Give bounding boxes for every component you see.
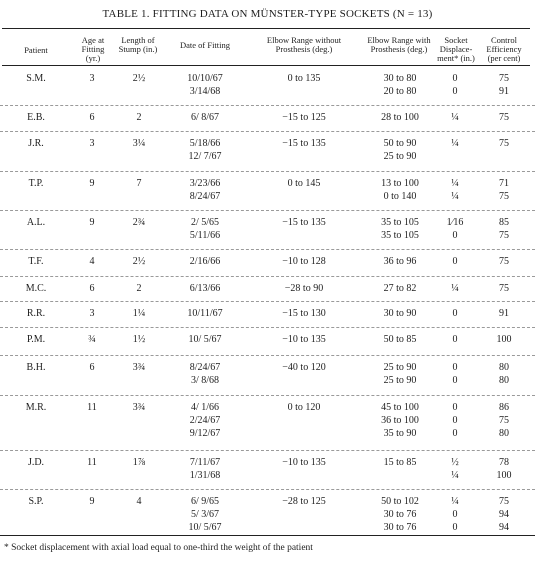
- displacement-cell-line: 0: [452, 73, 458, 84]
- displacement-cell-line: ¼: [451, 178, 459, 189]
- range-without-cell: 0 to 145: [287, 178, 321, 189]
- efficiency-cell-line: 75: [499, 496, 509, 507]
- date-cell-line: 6/13/66: [189, 283, 221, 294]
- displacement-cell-line: 0: [452, 509, 458, 520]
- displacement-cell-line: ¼: [451, 283, 459, 294]
- header-with-prosthesis: Elbow Range with Prosthesis (deg.): [367, 35, 431, 54]
- date-cell-line: 6/ 9/65: [190, 496, 220, 507]
- displacement-cell-line: ¼: [451, 138, 459, 149]
- table-title: TABLE 1. FITTING DATA ON MÜNSTER-TYPE SOCKETS (N = 13): [102, 8, 433, 20]
- displacement-cell: [432, 282, 478, 295]
- date-cell: [166, 137, 244, 163]
- displacement-cell: [432, 255, 478, 268]
- header-patient: Patient: [24, 45, 48, 55]
- date-cell: [166, 111, 244, 124]
- displacement-cell-line: ¼: [451, 112, 459, 123]
- patient-cell: R.R.: [26, 308, 46, 319]
- range-with-cell-line: 28 to 100: [381, 112, 419, 123]
- table-row: [0, 276, 535, 302]
- range-with-cell: [364, 137, 436, 163]
- range-without-cell: −10 to 135: [282, 334, 326, 345]
- range-with-cell: [364, 72, 436, 98]
- date-cell-line: 8/24/67: [189, 362, 221, 373]
- displacement-cell-line: 0: [452, 428, 458, 439]
- date-cell: [166, 216, 244, 242]
- date-cell-line: 6/ 8/67: [190, 112, 220, 123]
- patient-cell: T.P.: [28, 178, 44, 189]
- efficiency-cell-line: 94: [499, 522, 509, 533]
- range-with-cell-line: 50 to 85: [383, 334, 417, 345]
- date-cell-line: 10/11/67: [187, 308, 223, 319]
- patient-cell: P.M.: [26, 334, 46, 345]
- header-efficiency: Control Efficiency (per cent): [486, 35, 522, 63]
- efficiency-cell-line: 75: [499, 415, 509, 426]
- displacement-cell: [432, 137, 478, 150]
- table-row: [0, 249, 535, 277]
- patient-cell: M.R.: [25, 402, 47, 413]
- range-with-cell-line: 30 to 76: [383, 509, 417, 520]
- table-row: [0, 450, 535, 490]
- efficiency-cell-line: 94: [499, 509, 509, 520]
- age-cell: 6: [89, 362, 95, 373]
- date-cell-line: 12/ 7/67: [188, 151, 222, 162]
- date-cell-line: 10/10/67: [187, 73, 223, 84]
- range-with-cell: [364, 282, 436, 295]
- header-age: Age at Fitting (yr.): [81, 35, 105, 63]
- efficiency-cell-line: 75: [499, 230, 509, 241]
- stump-cell: 1½: [132, 334, 146, 345]
- stump-cell: 1⅞: [132, 457, 146, 468]
- efficiency-cell-line: 80: [499, 428, 509, 439]
- range-without-cell: −15 to 135: [282, 138, 326, 149]
- header-displacement: Socket Displace-ment* (in.): [437, 35, 475, 63]
- displacement-cell-line: 0: [452, 415, 458, 426]
- displacement-cell-line: ¼: [451, 470, 459, 481]
- date-cell: [166, 333, 244, 346]
- date-cell-line: 10/ 5/67: [188, 522, 222, 533]
- range-with-cell-line: 30 to 76: [383, 522, 417, 533]
- range-with-cell-line: 35 to 105: [381, 230, 419, 241]
- date-cell: [166, 456, 244, 482]
- stump-cell: 2: [136, 283, 142, 294]
- stump-cell: 3¾: [132, 362, 146, 373]
- date-cell-line: 2/16/66: [189, 256, 221, 267]
- table-row: [0, 489, 535, 536]
- efficiency-cell-line: 91: [499, 308, 509, 319]
- patient-cell: B.H.: [26, 362, 46, 373]
- range-with-cell: [364, 216, 436, 242]
- efficiency-cell-line: 75: [499, 256, 509, 267]
- range-with-cell-line: 45 to 100: [381, 402, 419, 413]
- displacement-cell-line: ¼: [451, 496, 459, 507]
- patient-cell: J.D.: [27, 457, 45, 468]
- efficiency-cell-line: 75: [499, 191, 509, 202]
- range-with-cell-line: 25 to 90: [383, 375, 417, 386]
- age-cell: 4: [89, 256, 95, 267]
- efficiency-cell-line: 80: [499, 362, 509, 373]
- range-with-cell-line: 13 to 100: [381, 178, 419, 189]
- header-stump: Length of Stump (in.): [118, 35, 158, 54]
- header-no-prosthesis: Elbow Range without Prosthesis (deg.): [266, 35, 342, 54]
- date-cell-line: 2/ 5/65: [190, 217, 220, 228]
- table-row: [0, 301, 535, 328]
- stump-cell: 2: [136, 112, 142, 123]
- date-cell: [166, 177, 244, 203]
- range-with-cell: [364, 456, 436, 469]
- displacement-cell-line: 0: [452, 230, 458, 241]
- date-cell: [166, 255, 244, 268]
- displacement-cell-line: 0: [452, 362, 458, 373]
- efficiency-cell: [478, 333, 530, 346]
- range-with-cell: [364, 177, 436, 203]
- date-cell-line: 4/ 1/66: [190, 402, 220, 413]
- displacement-cell-line: 0: [452, 402, 458, 413]
- efficiency-cell: [478, 255, 530, 268]
- displacement-cell-line: ½: [451, 457, 459, 468]
- displacement-cell: [432, 111, 478, 124]
- age-cell: ¾: [88, 334, 96, 345]
- efficiency-cell-line: 86: [499, 402, 509, 413]
- efficiency-cell: [478, 307, 530, 320]
- range-with-cell-line: 15 to 85: [383, 457, 417, 468]
- range-with-cell-line: 27 to 82: [383, 283, 417, 294]
- date-cell: [166, 401, 244, 440]
- efficiency-cell: [478, 495, 530, 534]
- range-with-cell-line: 25 to 90: [383, 151, 417, 162]
- displacement-cell-line: 1⁄16: [446, 217, 464, 228]
- efficiency-cell: [478, 401, 530, 440]
- date-cell: [166, 361, 244, 387]
- range-with-cell-line: 25 to 90: [383, 362, 417, 373]
- range-with-cell: [364, 361, 436, 387]
- range-without-cell: −10 to 135: [282, 457, 326, 468]
- range-without-cell: −15 to 125: [282, 112, 326, 123]
- range-with-cell-line: 36 to 96: [383, 256, 417, 267]
- date-cell-line: 3/14/68: [189, 86, 221, 97]
- date-cell-line: 5/11/66: [189, 230, 221, 241]
- efficiency-cell-line: 85: [499, 217, 509, 228]
- displacement-cell: [432, 177, 478, 203]
- displacement-cell-line: 0: [452, 86, 458, 97]
- table-row: [0, 171, 535, 211]
- date-cell: [166, 495, 244, 534]
- efficiency-cell-line: 75: [499, 138, 509, 149]
- table-row: [0, 355, 535, 396]
- stump-cell: 2½: [132, 256, 146, 267]
- date-cell-line: 9/12/67: [189, 428, 221, 439]
- header-date: Date of Fitting: [179, 40, 231, 50]
- stump-cell: 3¼: [132, 138, 146, 149]
- table-row: [0, 210, 535, 250]
- range-with-cell-line: 30 to 80: [383, 73, 417, 84]
- displacement-cell-line: ¼: [451, 191, 459, 202]
- efficiency-cell-line: 75: [499, 112, 509, 123]
- range-without-cell: −15 to 135: [282, 217, 326, 228]
- date-cell: [166, 282, 244, 295]
- efficiency-cell: [478, 282, 530, 295]
- age-cell: 11: [87, 457, 97, 468]
- date-cell-line: 3/23/66: [189, 178, 221, 189]
- table-row: [0, 131, 535, 172]
- range-without-cell: −28 to 125: [282, 496, 326, 507]
- displacement-cell-line: 0: [452, 522, 458, 533]
- date-cell-line: 10/ 5/67: [188, 334, 222, 345]
- displacement-cell-line: 0: [452, 334, 458, 345]
- stump-cell: 2¾: [132, 217, 146, 228]
- age-cell: 11: [87, 402, 97, 413]
- efficiency-cell-line: 100: [496, 334, 512, 345]
- range-with-cell: [364, 111, 436, 124]
- range-with-cell: [364, 307, 436, 320]
- displacement-cell: [432, 361, 478, 387]
- age-cell: 9: [89, 178, 95, 189]
- date-cell: [166, 307, 244, 320]
- range-with-cell: [364, 333, 436, 346]
- efficiency-cell: [478, 456, 530, 482]
- patient-cell: S.M.: [26, 73, 46, 84]
- patient-cell: E.B.: [27, 112, 45, 123]
- displacement-cell: [432, 495, 478, 534]
- range-with-cell: [364, 401, 436, 440]
- date-cell: [166, 72, 244, 98]
- table-row: [0, 66, 535, 106]
- range-without-cell: 0 to 120: [287, 402, 321, 413]
- displacement-cell: [432, 456, 478, 482]
- range-with-cell-line: 50 to 102: [381, 496, 419, 507]
- date-cell-line: 5/18/66: [189, 138, 221, 149]
- age-cell: 3: [89, 73, 95, 84]
- top-rule: [2, 28, 530, 29]
- displacement-cell-line: 0: [452, 375, 458, 386]
- age-cell: 9: [89, 496, 95, 507]
- efficiency-cell: [478, 137, 530, 150]
- efficiency-cell-line: 91: [499, 86, 509, 97]
- displacement-cell: [432, 307, 478, 320]
- date-cell-line: 2/24/67: [189, 415, 221, 426]
- range-without-cell: −28 to 90: [284, 283, 324, 294]
- age-cell: 6: [89, 283, 95, 294]
- displacement-cell: [432, 401, 478, 440]
- range-with-cell-line: 36 to 100: [381, 415, 419, 426]
- age-cell: 3: [89, 308, 95, 319]
- efficiency-cell-line: 71: [499, 178, 509, 189]
- date-cell-line: 7/11/67: [189, 457, 221, 468]
- range-with-cell-line: 20 to 80: [383, 86, 417, 97]
- range-with-cell-line: 35 to 105: [381, 217, 419, 228]
- efficiency-cell: [478, 72, 530, 98]
- displacement-cell: [432, 333, 478, 346]
- stump-cell: 4: [136, 496, 142, 507]
- stump-cell: 3¾: [132, 402, 146, 413]
- age-cell: 9: [89, 217, 95, 228]
- displacement-cell-line: 0: [452, 308, 458, 319]
- efficiency-cell: [478, 216, 530, 242]
- range-with-cell-line: 50 to 90: [383, 138, 417, 149]
- stump-cell: 2½: [132, 73, 146, 84]
- patient-cell: S.P.: [28, 496, 44, 507]
- date-cell-line: 3/ 8/68: [190, 375, 220, 386]
- efficiency-cell-line: 100: [496, 470, 512, 481]
- patient-cell: A.L.: [26, 217, 46, 228]
- efficiency-cell: [478, 361, 530, 387]
- range-with-cell: [364, 255, 436, 268]
- range-without-cell: −15 to 130: [282, 308, 326, 319]
- range-with-cell: [364, 495, 436, 534]
- stump-cell: 1¼: [132, 308, 146, 319]
- displacement-cell: [432, 216, 478, 242]
- efficiency-cell-line: 80: [499, 375, 509, 386]
- displacement-cell-line: 0: [452, 256, 458, 267]
- date-cell-line: 5/ 3/67: [190, 509, 220, 520]
- range-with-cell-line: 0 to 140: [383, 191, 417, 202]
- range-with-cell-line: 35 to 90: [383, 428, 417, 439]
- footnote: * Socket displacement with axial load equal to one-third the weight of the patient: [4, 543, 313, 553]
- displacement-cell: [432, 72, 478, 98]
- patient-cell: T.F.: [28, 256, 44, 267]
- efficiency-cell-line: 75: [499, 73, 509, 84]
- efficiency-cell: [478, 111, 530, 124]
- efficiency-cell-line: 78: [499, 457, 509, 468]
- range-without-cell: −10 to 128: [282, 256, 326, 267]
- table-row: [0, 105, 535, 132]
- range-without-cell: 0 to 135: [287, 73, 321, 84]
- efficiency-cell: [478, 177, 530, 203]
- range-without-cell: −40 to 120: [282, 362, 326, 373]
- date-cell-line: 8/24/67: [189, 191, 221, 202]
- table-row: [0, 395, 535, 451]
- age-cell: 6: [89, 112, 95, 123]
- efficiency-cell-line: 75: [499, 283, 509, 294]
- patient-cell: J.R.: [28, 138, 44, 149]
- patient-cell: M.C.: [25, 283, 47, 294]
- stump-cell: 7: [136, 178, 142, 189]
- age-cell: 3: [89, 138, 95, 149]
- table-row: [0, 327, 535, 356]
- range-with-cell-line: 30 to 90: [383, 308, 417, 319]
- date-cell-line: 1/31/68: [189, 470, 221, 481]
